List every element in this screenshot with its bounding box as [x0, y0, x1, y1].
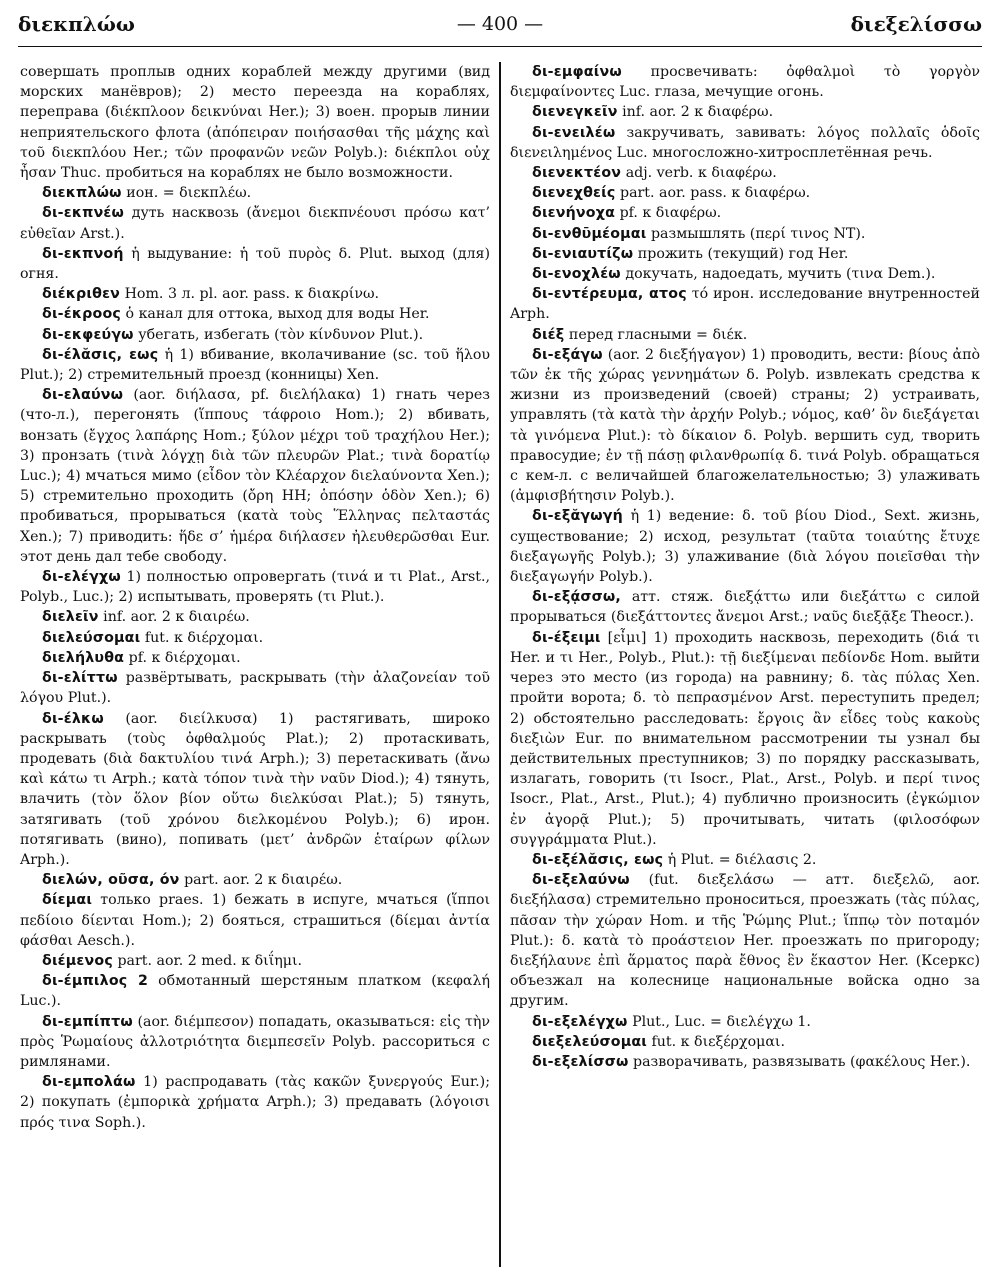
dictionary-entry — [20, 1012, 490, 1073]
entry-definition: только praes. 1) бежать в испуге, мчаться (ἵπποι πεδίοιο δίενται Hom.); 2) бояться, страшиться (δίεμαι ἀντία φάσθαι Aesch.). — [20, 892, 491, 949]
entry-headword: δι-εκφεύγω — [42, 326, 134, 343]
right-column — [510, 62, 980, 1072]
entry-headword: δι-εντέρευμα, ατος — [532, 286, 687, 303]
entry-headword: δι-έλκω — [42, 710, 104, 727]
entry-headword: διέμενος — [42, 952, 113, 969]
entry-headword: διεκπλώω — [42, 185, 122, 202]
entry-definition: обмотанный шерстяным платком (κεφαλή Luc.). — [20, 973, 490, 1010]
dictionary-entry — [510, 345, 980, 507]
dictionary-entry — [510, 1032, 980, 1052]
dictionary-entry — [510, 506, 980, 587]
dictionary-entry — [20, 971, 490, 1011]
entry-headword: δι-εμπολάω — [42, 1074, 136, 1091]
entry-headword: δι-έξειμι — [532, 629, 601, 646]
dictionary-entry — [510, 1012, 980, 1032]
entry-definition: перед гласными = διέκ. — [568, 326, 748, 343]
entry-definition: (aor. διείλκυσα) 1) растягивать, широко раскрывать (τοὺς ὀφθαλμούς Plat.); 2) протаскивать, продевать (διὰ δακτυλίου τινά Arph.); 3) перетаскивать (ἄνω καὶ κάτω τι Arph.; κατὰ τόπον τινὰ τὴν ναῦν Diod.); 4) тянуть, влачить (τὸν ὅλον βίον οὕτω διελκύσαι Plat.); 5) тянуть, затягивать (τοῦ χρόνου διελκομένου Polyb.); 6) ирон. потягивать (вино), попивать (μετ’ ἀνδρῶν ἑταίρων φίλων Arph.). — [20, 710, 490, 868]
dictionary-entry — [510, 163, 980, 183]
entry-definition: просвечивать: ὀφθαλμοὶ τὸ γοργὸν διεμφαίνοντες Luc. глаза, мечущие огонь. — [510, 64, 981, 101]
entry-headword: δίεμαι — [42, 892, 93, 909]
dictionary-entry — [20, 325, 490, 345]
entry-definition: 1) полностью опровергать (τινά и τι Plat., Arst., Polyb., Luc.); 2) испытывать, проверять (τι Plut.). — [20, 569, 491, 606]
entry-definition: дуть насквозь (ἄνεμοι διεκπνέουσι πρόσω κατ’ εὐθεῖαν Arst.). — [20, 205, 490, 242]
left-column — [20, 62, 490, 1133]
entry-headword: δι-εξᾰγωγή — [532, 508, 623, 525]
entry-headword: διελήλυθα — [42, 649, 125, 666]
entry-headword: δι-ενοχλέω — [532, 266, 621, 283]
dictionary-entry — [20, 385, 490, 567]
dictionary-entry — [20, 62, 490, 183]
dictionary-entry — [510, 870, 980, 1011]
dictionary-entry — [20, 890, 490, 951]
entry-definition: развёртывать, раскрывать (τὴν ἀλαζονείαν τοῦ λόγου Plut.). — [20, 670, 490, 707]
dictionary-entry — [20, 244, 490, 284]
dictionary-entry — [20, 870, 490, 890]
dictionary-entry — [510, 628, 980, 850]
entry-headword: δι-εξᾴσσω, — [532, 589, 622, 606]
entry-headword: δι-εμπίπτω — [42, 1013, 133, 1030]
entry-definition: разворачивать, развязывать (φακέλους Her.). — [633, 1053, 971, 1070]
column-divider — [499, 62, 501, 1267]
entry-headword: δι-ελίττω — [42, 670, 118, 687]
entry-headword: δι-έμπιλος 2 — [42, 973, 149, 990]
entry-headword: διενεγκεῖν — [532, 104, 618, 121]
dictionary-entry — [510, 325, 980, 345]
entry-headword: δι-έλᾰσις, εως — [42, 346, 159, 363]
dictionary-entry — [20, 1072, 490, 1133]
entry-definition: ὁ канал для оттока, выход для воды Her. — [125, 306, 430, 323]
dictionary-entry — [20, 183, 490, 203]
entry-definition: adj. verb. к διαφέρω. — [625, 165, 777, 182]
dictionary-entry — [20, 709, 490, 871]
entry-headword: δι-ελέγχω — [42, 569, 121, 586]
dictionary-entry — [20, 668, 490, 708]
entry-definition: inf. aor. 2 к διαιρέω. — [103, 609, 250, 626]
entry-headword: διενεκτέον — [532, 165, 622, 182]
dictionary-entry — [510, 102, 980, 122]
entry-definition: part. aor. 2 к διαιρέω. — [184, 872, 343, 889]
dictionary-entry — [510, 850, 980, 870]
entry-headword: δι-ενιαυτίζω — [532, 245, 634, 262]
dictionary-entry — [510, 62, 980, 102]
entry-headword: δι-εκπνοή — [42, 245, 124, 262]
entry-headword: δι-ενθῡμέομαι — [532, 225, 647, 242]
dictionary-entry — [20, 203, 490, 243]
entry-definition: ἡ 1) ведение: δ. τοῦ βίου Diod., Sext. жизнь, существование; 2) исход, результат (ταῦτα τοιαύτης ἔτυχε διεξαγωγῆς Polyb.); 3) улаживание (διὰ λόγου ποιεῖσθαι τὴν διεξαγωγήν Polyb.). — [510, 508, 980, 586]
entry-definition: fut. к διέρχομαι. — [144, 629, 264, 646]
entry-definition: 1) распродавать (τὰς κακῶν ξυνεργούς Eur.); 2) покупать (ἐμπορικὰ χρήματα Arph.); 3) предавать (λόγοισι πρός τινα Soph.). — [20, 1074, 490, 1131]
entry-definition: [εἶμι] 1) проходить насквозь, переходить (διά τι Her. и τι Her., Polyb., Plut.): τῇ διεξίμεναι πεδίονδε Hom. выйти через это место (из города) на равнину; δ. τὰς πύλας Xen. пройти ворота; δ. τὸ πεπρασμένον Arst. переступить предел; 2) обстоятельно расследовать: ἔργοις ἂν εἶδες τοὺς κακοὺς διεξιὼν Eur. по внимательном рассмотрении ты узнал бы действительных преступников; 3) по порядку рассказывать, излагать, говорить (τι Isocr., Plat., Arst., Polyb. и περί τινος Isocr., Plat., Arst., Plut.); 4) публично произносить (ἐγκώμιον ἐν ἀγορᾷ Plut.); 5) прочитывать, читать (φιλοσόφων συγγράμματα Plut.). — [510, 629, 980, 848]
entry-definition: прожить (текущий) год Her. — [637, 245, 849, 262]
entry-headword: διελών, οῦσα, όν — [42, 872, 180, 889]
entry-headword: δι-έκροος — [42, 306, 121, 323]
entry-headword: διελεῖν — [42, 609, 99, 626]
entry-headword: διενήνοχα — [532, 205, 616, 222]
entry-headword: διενεχθείς — [532, 185, 616, 202]
entry-definition: (aor. διήλασα, pf. διελήλακα) 1) гнать через (что-л.), перегонять (ἵππους τάφροιο Hom.); 2) вбивать, вонзать (ἔγχος λαπάρης Hom.; ξύλον μέχρι τοῦ τραχήλου Her.); 3) пронзать (τινὰ λόγχῃ διὰ τῶν πλευρῶν Plat.; τινὰ δορατίῳ Luc.); 4) мчаться мимо (εἶδον τὸν Κλέαρχον διελαύνοντα Xen.); 5) стремительно проходить (ὄρη HH; ὁπόσην ὁδὸν Xen.); 6) пробиваться, прорываться (κατὰ τοὺς Ἕλληνας πελταστάς Xen.); 7) приводить: ἥδε σ’ ἡμέρα διήλασεν ἠλευθερῶσθαι Eur. этот день дал тебе свободу. — [20, 387, 490, 565]
dictionary-entry — [20, 628, 490, 648]
entry-definition: размышлять (περί τινος NT). — [650, 225, 866, 242]
entry-definition: pf. к διαφέρω. — [619, 205, 722, 222]
entry-headword: δι-ελαύνω — [42, 387, 124, 404]
entry-definition: атт. стяж. διεξᾴττω или διεξάττω с силой прорываться (διεξάττοντες ἄνεμοι Arst.; ναῦς διεξᾷξε Theocr.). — [510, 589, 981, 626]
entry-definition: Plut., Luc. = διελέγχω 1. — [632, 1013, 811, 1030]
entry-definition: pf. к διέρχομαι. — [128, 649, 241, 666]
entry-definition: докучать, надоедать, мучить (τινα Dem.). — [625, 266, 936, 283]
entry-headword: δι-εξελίσσω — [532, 1053, 629, 1070]
entry-headword: διέκριθεν — [42, 286, 121, 303]
dictionary-entry — [510, 183, 980, 203]
dictionary-entry — [510, 123, 980, 163]
header-left-guide-word: διεκπλώω — [18, 12, 135, 36]
dictionary-entry — [20, 951, 490, 971]
dictionary-entry — [510, 244, 980, 264]
entry-definition: ἡ выдувание: ἡ τοῦ πυρὸς δ. Plut. выход (для) огня. — [20, 245, 491, 283]
entry-headword: δι-εξάγω — [532, 346, 603, 363]
dictionary-entry — [510, 587, 980, 627]
entry-definition: (fut. διεξελάσω — атт. διεξελῶ, aor. διεξήλασα) стремительно проноситься, проезжать (τὰς πύλας, πᾶσαν τὴν χώραν Hom. и τῆς Ῥώμης Plut.; ἵππῳ τὸν ποταμόν Plut.): δ. κατὰ τὸ προάστειον Her. проезжать по пригороду; διεξήλαυνε ἐπὶ ἅρματος παρὰ ἔθνος ἓν ἕκαστον Her. (Ксеркс) объезжал на колеснице национальные войска одно за другим. — [510, 872, 980, 1010]
page-number: — 400 — — [456, 13, 544, 35]
entry-headword: δι-ενειλέω — [532, 124, 616, 141]
entry-definition: (aor. διέμπεσον) попадать, оказываться: εἰς τὴν πρὸς Ῥωμαίους ἀλλοτριότητα διεμπεσεῖν Polyb. рассориться с римлянами. — [20, 1013, 490, 1070]
entry-definition: (aor. 2 διεξήγαγον) 1) проводить, вести: βίους ἀπὸ τῶν ἐκ τῆς χώρας γεννημάτων δ. Polyb. извлекать средства к жизни из произведений (своей) страны; 2) устраивать, управлять (τὰ κατὰ τὴν ἀρχήν Polyb.; νόμος, καθ’ ὃν διεξάγεται τὰ γινόμενα Plut.): τὸ δίκαιον δ. Polyb. вершить суд, творить правосудие; ἐν τῇ πάσῃ φιλανθρωπίᾳ δ. τινά Polyb. обращаться с кем-л. с величайшей благожелательностью; 3) улаживать (ἀμφισβήτησιν Polyb.). — [510, 346, 980, 505]
entry-headword: δι-εκπνέω — [42, 205, 125, 222]
entry-definition: убегать, избегать (τὸν κίνδυνον Plut.). — [138, 326, 424, 343]
dictionary-entry — [20, 284, 490, 304]
entry-definition: Hom. 3 л. pl. aor. pass. к διακρίνω. — [124, 286, 380, 303]
dictionary-entry — [20, 567, 490, 607]
entry-definition: fut. к διεξέρχομαι. — [651, 1033, 786, 1050]
header-right-guide-word: διεξελίσσω — [850, 12, 982, 36]
dictionary-entry — [510, 264, 980, 284]
dictionary-entry — [20, 648, 490, 668]
dictionary-entry — [510, 224, 980, 244]
entry-headword: δι-εμφαίνω — [532, 64, 622, 80]
entry-headword: διέξ — [532, 326, 565, 343]
entry-headword: διελεύσομαι — [42, 629, 141, 646]
dictionary-entry — [20, 345, 490, 385]
dictionary-entry — [510, 284, 980, 324]
entry-definition: закручивать, завивать: λόγος πολλαῖς ὁδοῖς διενειλημένος Luc. многосложно-хитросплетённая речь. — [510, 124, 980, 161]
page-header — [18, 10, 982, 47]
dictionary-entry — [510, 1052, 980, 1072]
dictionary-entry — [20, 607, 490, 627]
entry-headword: δι-εξελέγχω — [532, 1013, 628, 1030]
entry-definition: part. aor. pass. к διαφέρω. — [619, 185, 811, 202]
entry-headword: διεξελεύσομαι — [532, 1033, 648, 1050]
entry-definition: совершать проплыв одних кораблей между другими (вид морских манёвров); 2) место переезда на кораблях, переправа (διέκπλοον δεικνύναι Her.); 3) воен. прорыв линии неприятельского флота (ἀπόπειραν ποιήσασθαι τῆς μάχης καὶ τοῦ διεκπλόου Her.; τῶν πρoφανῶν νεῶν Polyb.): διέκπλοι οὐχ ἦσαν Thuc. пробиться на кораблях не было возможности. — [20, 64, 490, 182]
entry-definition: ἡ Plut. = διέλασις 2. — [667, 851, 817, 868]
entry-definition: ион. = διεκπλέω. — [126, 185, 252, 202]
entry-headword: δι-εξέλᾰσις, εως — [532, 851, 664, 868]
dictionary-entry — [20, 304, 490, 324]
entry-definition: inf. aor. 2 к διαφέρω. — [622, 104, 774, 121]
entry-headword: δι-εξελαύνω — [532, 872, 630, 889]
dictionary-entry — [510, 203, 980, 223]
entry-definition: ἡ 1) вбивание, вколачивание (sc. τοῦ ἥλου Plut.); 2) стремительный проезд (конницы) Xen. — [20, 346, 490, 384]
entry-definition: part. aor. 2 med. к διΐημι. — [117, 952, 303, 969]
entry-definition: τό ирон. исследование внутренностей Arph. — [510, 286, 980, 323]
